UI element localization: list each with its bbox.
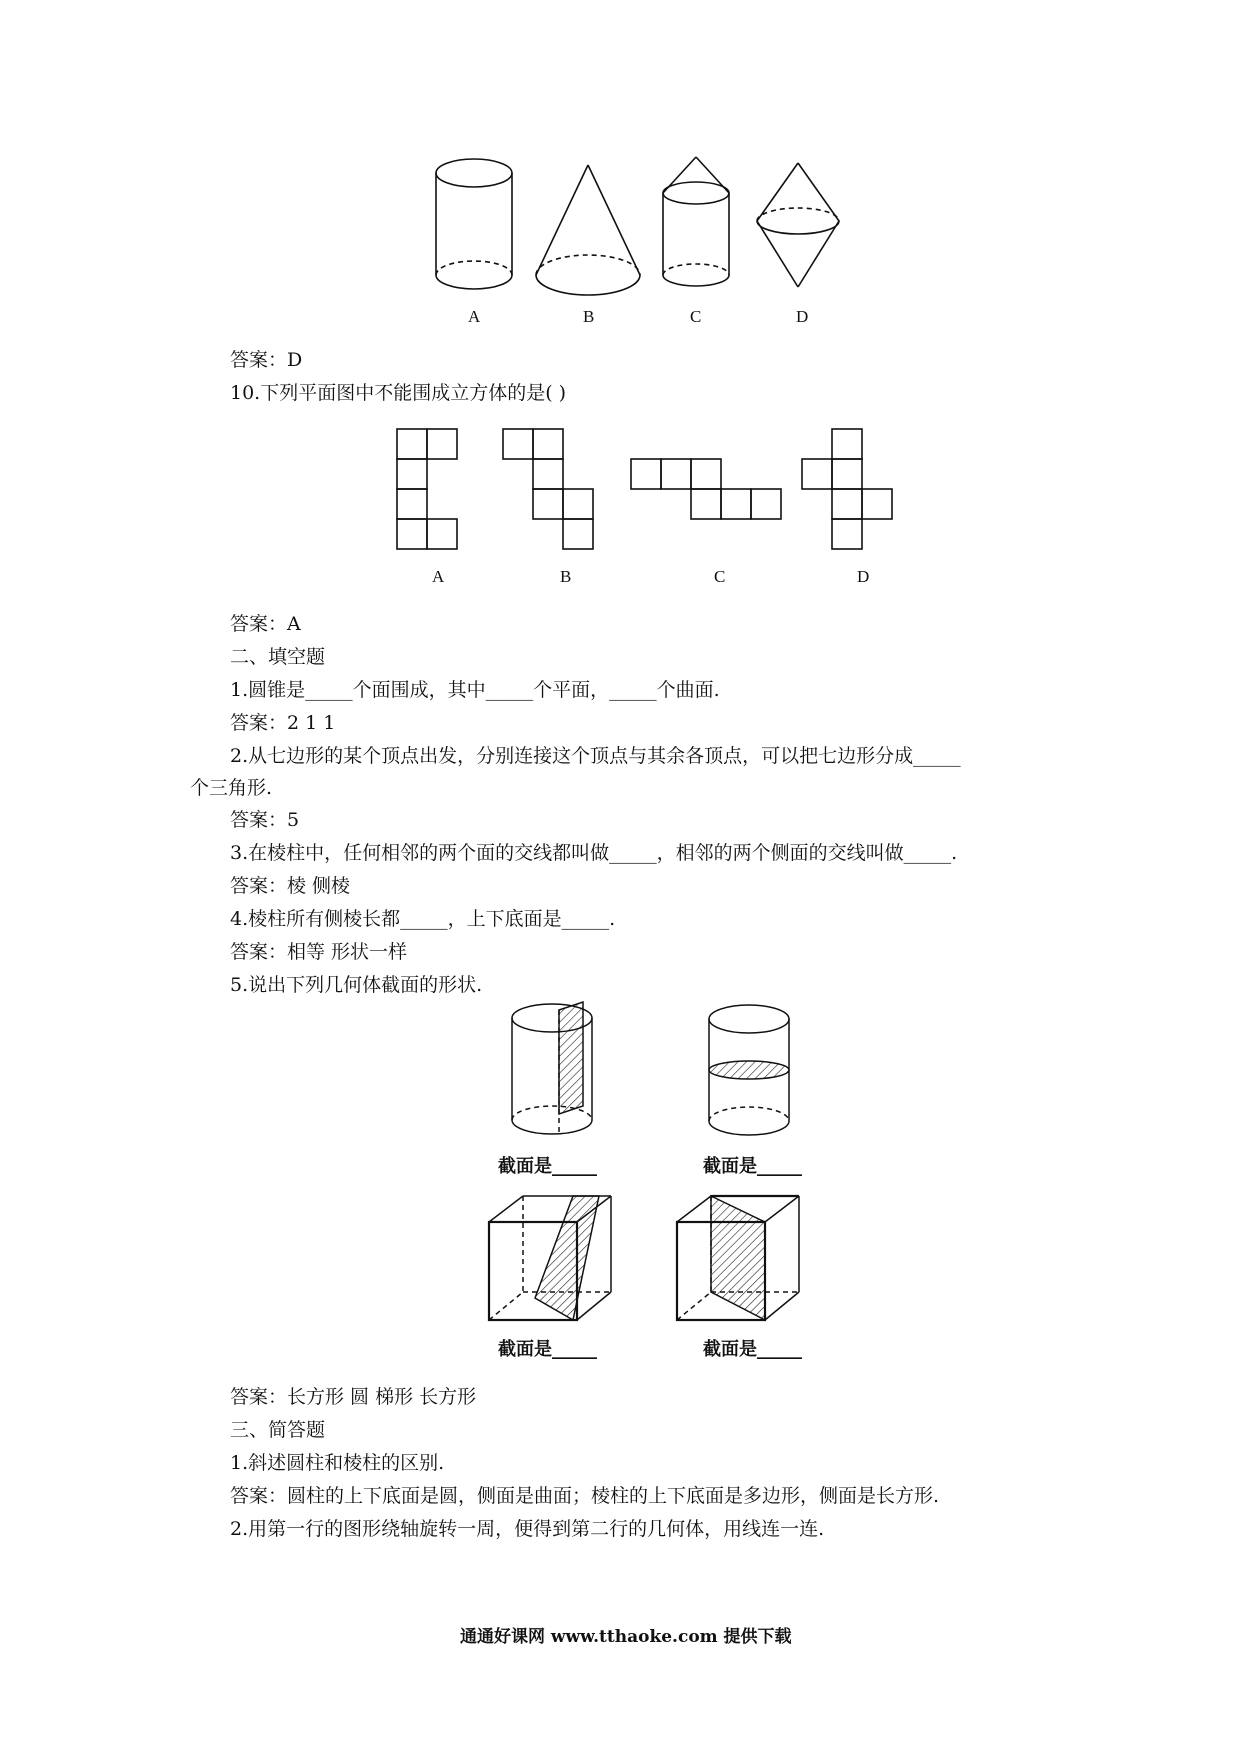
cube-trapezoid-section-figure [487, 1192, 617, 1322]
fill-question-2: 2.从七边形的某个顶点出发，分别连接这个顶点与其余各顶点，可以把七边形分成_____ [230, 745, 961, 767]
page-footer: 通通好课网 www.tthaoke.com 提供下载 [460, 1627, 792, 1647]
cone-shape [536, 165, 640, 295]
net-a [397, 429, 457, 549]
fill-question-2-cont: 个三角形. [190, 777, 273, 799]
option-label-a: A [468, 307, 481, 326]
section-caption-1: 截面是_____ [498, 1156, 597, 1177]
question-10: 10.下列平面图中不能围成立方体的是( ) [230, 382, 567, 404]
short-question-2: 2.用第一行的图形绕轴旋转一周，便得到第二行的几何体，用线连一连. [230, 1518, 825, 1540]
fill-answer-3: 答案：棱 侧棱 [230, 875, 351, 897]
fill-question-4: 4.棱柱所有侧棱长都_____，上下底面是_____. [230, 908, 616, 930]
section-caption-3: 截面是_____ [498, 1339, 597, 1360]
fill-answer-1: 答案：2 1 1 [230, 712, 336, 734]
net-label-d: D [857, 567, 870, 586]
fill-answer-4: 答案：相等 形状一样 [230, 941, 408, 963]
net-label-b: B [560, 567, 572, 586]
solids-figure [420, 155, 840, 305]
option-label-c: C [690, 307, 702, 326]
section-heading-short: 三、简答题 [230, 1419, 326, 1441]
cube-nets-figure [395, 427, 915, 557]
fill-question-5: 5.说出下列几何体截面的形状. [230, 974, 483, 996]
net-label-a: A [432, 567, 445, 586]
cylinder-horizontal-section-figure [703, 1003, 803, 1148]
answer-q10: 答案：A [230, 613, 301, 635]
section-heading-fill: 二、填空题 [230, 646, 326, 668]
answer-q9: 答案：D [230, 349, 303, 371]
cube-diagonal-section-figure [675, 1192, 805, 1322]
cone-cylinder-shape [663, 157, 729, 286]
section-caption-2: 截面是_____ [703, 1156, 802, 1177]
fill-question-1: 1.圆锥是_____个面围成，其中_____个平面，_____个曲面. [230, 679, 720, 701]
net-label-c: C [714, 567, 726, 586]
net-b [503, 429, 593, 549]
net-c [631, 459, 781, 519]
fill-answer-5: 答案：长方形 圆 梯形 长方形 [230, 1386, 477, 1408]
net-d [802, 429, 892, 549]
short-question-1: 1.斜述圆柱和棱柱的区别. [230, 1452, 445, 1474]
fill-answer-2: 答案：5 [230, 809, 300, 831]
double-cone-shape [757, 163, 839, 287]
option-label-d: D [796, 307, 809, 326]
short-answer-1: 答案：圆柱的上下底面是圆，侧面是曲面；棱柱的上下底面是多边形，侧面是长方形. [230, 1485, 940, 1507]
option-label-b: B [583, 307, 595, 326]
fill-question-3: 3.在棱柱中，任何相邻的两个面的交线都叫做_____，相邻的两个侧面的交线叫做_____. [230, 842, 958, 864]
cylinder-vertical-section-figure [505, 1000, 605, 1145]
section-caption-4: 截面是_____ [703, 1339, 802, 1360]
cylinder-shape [436, 159, 512, 289]
